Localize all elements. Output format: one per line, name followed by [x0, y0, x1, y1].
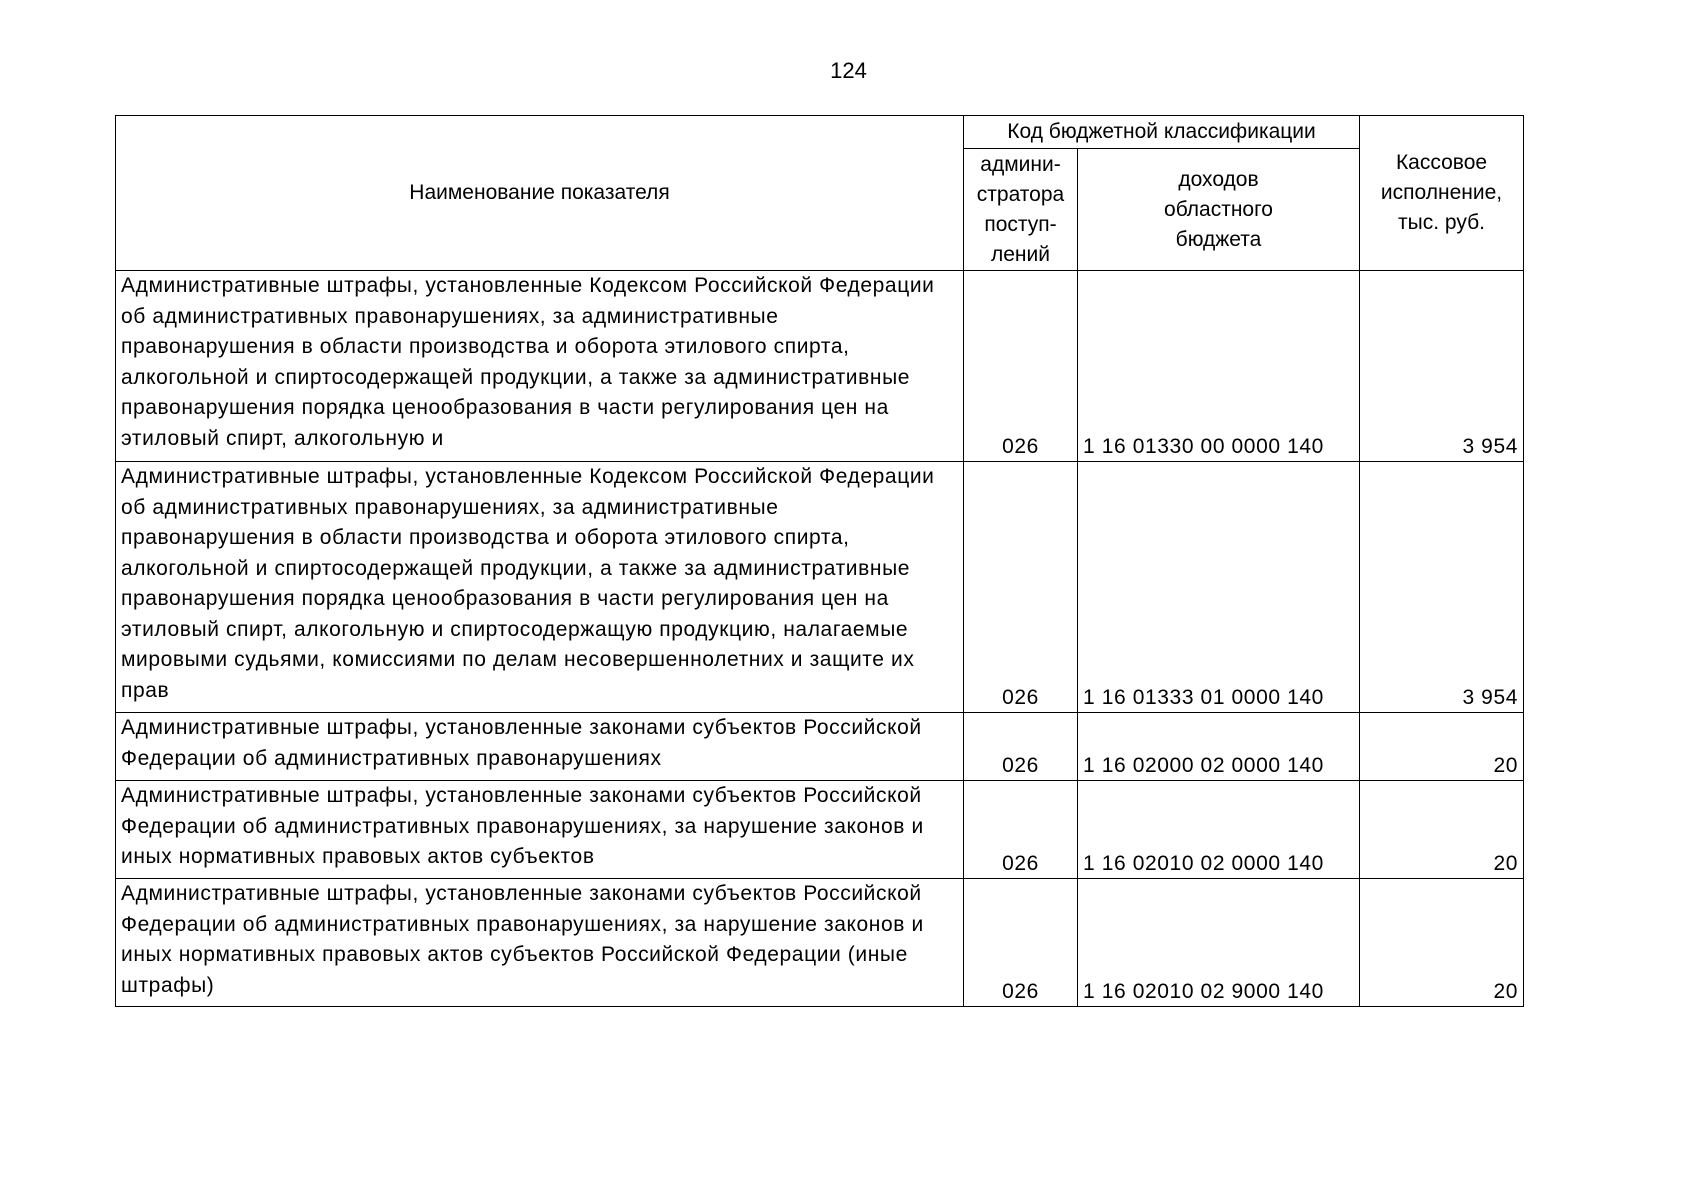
row-income-code: 1 16 02000 02 0000 140	[1078, 713, 1360, 781]
row-income-code: 1 16 02010 02 0000 140	[1078, 781, 1360, 879]
row-name: Административные штрафы, установленные законами субъектов Российской Федерации об административных правонарушениях, за нарушение законов и иных нормативных правовых актов субъектов Российской Федерации (иные штрафы)	[116, 879, 964, 1007]
row-admin-code: 026	[964, 781, 1078, 879]
row-amount: 3 954	[1360, 271, 1524, 462]
table-header	[116, 116, 1524, 271]
row-amount: 20	[1360, 781, 1524, 879]
row-income-code: 1 16 02010 02 9000 140	[1078, 879, 1360, 1007]
row-amount: 20	[1360, 713, 1524, 781]
row-amount: 20	[1360, 879, 1524, 1007]
row-admin-code: 026	[964, 879, 1078, 1007]
table-row	[116, 713, 1524, 781]
header-amount	[1360, 116, 1524, 271]
row-income-code: 1 16 01333 01 0000 140	[1078, 462, 1360, 713]
row-amount: 3 954	[1360, 462, 1524, 713]
table-body	[116, 271, 1524, 1007]
row-income-code: 1 16 01330 00 0000 140	[1078, 271, 1360, 462]
table-row	[116, 879, 1524, 1007]
budget-table	[115, 115, 1524, 1007]
row-admin-code: 026	[964, 462, 1078, 713]
row-name: Административные штрафы, установленные Кодексом Российской Федерации об административных правонарушениях, за административные правонарушения в области производства и оборота этилового спирта, алкогольной и спиртосодержащей продукции, а также за административные правонарушения порядка ценообразования в части регулирования цен на этиловый спирт, алкогольную и	[116, 271, 964, 462]
header-amount-text: Кассовое исполнение, тыс. руб.	[1380, 151, 1503, 234]
header-code-group: Код бюджетной классификации	[964, 116, 1360, 149]
header-admin	[964, 149, 1078, 271]
row-name: Административные штрафы, установленные законами субъектов Российской Федерации об административных правонарушениях	[116, 713, 964, 781]
row-admin-code: 026	[964, 713, 1078, 781]
page-number: 124	[830, 58, 867, 83]
header-admin-text: админи- стратора поступ- лений	[976, 152, 1065, 266]
row-admin-code: 026	[964, 271, 1078, 462]
header-income-text: доходов областного бюджета	[1164, 167, 1273, 251]
header-name: Наименование показателя	[116, 116, 964, 271]
row-name: Административные штрафы, установленные законами субъектов Российской Федерации об административных правонарушениях, за нарушение законов и иных нормативных правовых актов субъектов	[116, 781, 964, 879]
table-row	[116, 781, 1524, 879]
header-income	[1078, 149, 1360, 271]
table-row	[116, 462, 1524, 713]
table-row	[116, 271, 1524, 462]
row-name: Административные штрафы, установленные Кодексом Российской Федерации об административных правонарушениях, за административные правонарушения в области производства и оборота этилового спирта, алкогольной и спиртосодержащей продукции, а также за административные правонарушения порядка ценообразования в части регулирования цен на этиловый спирт, алкогольную и спиртосодержащую продукцию, налагаемые мировыми судьями, комиссиями по делам несовершеннолетних и защите их прав	[116, 462, 964, 713]
